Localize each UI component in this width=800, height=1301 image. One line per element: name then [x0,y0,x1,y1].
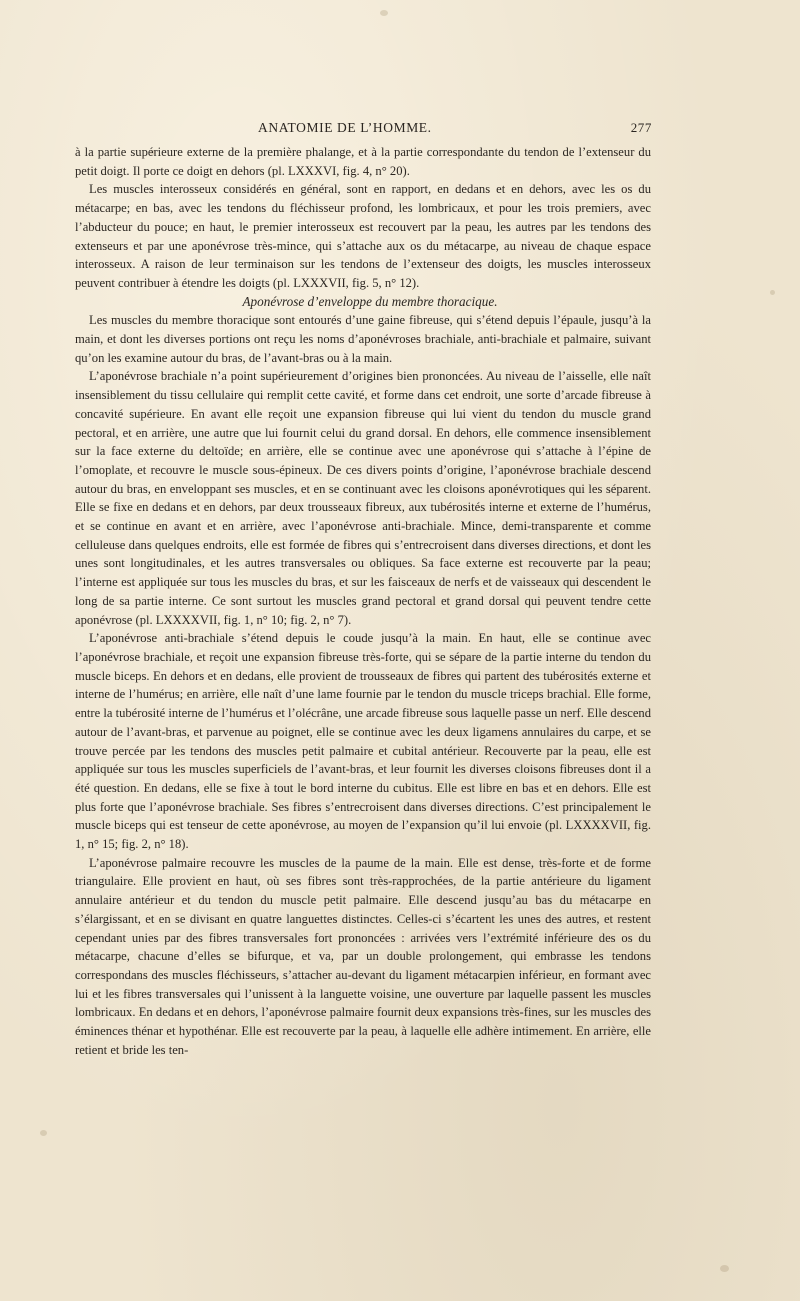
foxing-spot [720,1265,729,1272]
foxing-spot [770,290,775,295]
paragraph: Les muscles interosseux considérés en général, sont en rapport, en dedans et en dehors, avec les os du métacarpe; en bas, avec les tendons du fléchisseur profond, les lombricaux, et pour les trois premiers, avec l’abducteur du pouce; en haut, le premier interosseux est recouvert par la peau, les autres par les tendons des extenseurs et par une aponévrose très-mince, qui s’attache aux os du métacarpe, au niveau de chaque espace interosseux. A raison de leur terminaison sur les tendons de l’extenseur des doigts, les muscles interosseux peuvent contribuer à étendre les doigts (pl. LXXXVII, fig. 5, n° 12). [75,182,651,290]
running-title: ANATOMIE DE L’HOMME. [258,120,432,135]
page-number: 277 [630,120,652,135]
foxing-spot [40,1130,47,1136]
page-header [78,120,652,138]
paragraph: Les muscles du membre thoracique sont entourés d’une gaine fibreuse, qui s’étend depuis l’épaule, jusqu’à la main, et dont les diverses portions ont reçu les noms d’aponévroses brachiale, anti-brachiale et palmaire, suivant qu’on les examine autour du bras, de l’avant-bras ou à la main. [75,313,651,365]
section-title: Aponévrose d’enveloppe du membre thoracique. [242,293,498,309]
paragraph: à la partie supérieure externe de la première phalange, et à la partie correspondante du tendon de l’extenseur du petit doigt. Il porte ce doigt en dehors (pl. LXXXVI, fig. 4, n° 20). [75,145,651,178]
foxing-spot [380,10,388,16]
paragraph: L’aponévrose palmaire recouvre les muscles de la paume de la main. Elle est dense, très-forte et de forme triangulaire. Elle provient en haut, où ses fibres sont très-rapprochées, de la partie antérieure du ligament annulaire antérieur et du tendon du muscle petit palmaire. Elle descend jusqu’au bas du métacarpe en s’élargissant, et en se divisant en quatre languettes distinctes. Celles-ci s’écartent les unes des autres, et restent cependant unies par des fibres transversales fort prononcées : arrivées vers l’extrémité inférieure des os du métacarpe, chacune d’elles se bifurque, et va, par un double prolongement, qui embrasse les tendons correspondans des muscles fléchisseurs, s’attacher au-devant du ligament métacarpien inférieur, en formant avec lui et les fibres transversales qui l’unissent à la languette voisine, une ouverture par laquelle passent les muscles lombricaux. En dedans et en dehors, l’aponévrose palmaire fournit deux expansions très-fines, sur les muscles des éminences thénar et hypothénar. Elle est recouverte par la peau, à laquelle elle adhère intimement. En arrière, elle retient et bride les ten- [75,855,651,1057]
page-body [75,143,651,1059]
paragraph: L’aponévrose anti-brachiale s’étend depuis le coude jusqu’à la main. En haut, elle se continue avec l’aponévrose brachiale, et reçoit une expansion fibreuse très-forte, qui se sépare de la partie interne du tendon du muscle biceps. En dehors et en dedans, elle provient de trousseaux de fibres qui partent des tubérosités externe et interne de l’humérus; en arrière, elle naît d’une lame fournie par le tendon du muscle triceps brachial. Elle forme, entre la tubérosité interne de l’humérus et l’olécrâne, une arcade fibreuse sous laquelle passe un nerf. Elle descend autour de l’avant-bras, et parvenue au poignet, elle se continue avec les deux ligamens annulaires du carpe, et se trouve percée par les tendons des muscles petit palmaire et cubital antérieur. Recouverte par la peau, elle est appliquée sur tous les muscles superficiels de l’avant-bras, et leur fournit les diverses cloisons fibreuses dont il a été question. En dedans, elle se fixe à tout le bord interne du cubitus. Elle est libre en bas et en dehors. Elle est plus forte que l’aponévrose brachiale. Ses fibres s’entrecroisent dans diverses directions. C’est principalement le muscle biceps qui est tenseur de cette aponévrose, au moyen de l’expansion qu’il lui envoie (pl. LXXXXVII, fig. 1, n° 15; fig. 2, n° 18). [75,631,651,852]
paragraph: L’aponévrose brachiale n’a point supérieurement d’origines bien prononcées. Au niveau de l’aisselle, elle naît insensiblement du tissu cellulaire qui remplit cette cavité, et forme dans cet endroit, une sorte d’arcade fibreuse à concavité supérieure. En avant elle reçoit une expansion fibreuse qui lui vient du tendon du muscle grand pectoral, et en arrière, une autre que lui fournit celui du grand dorsal. En dehors, elle commence insensiblement sur la face externe du deltoïde; en arrière, elle se continue avec une aponévrose qui s’attache à l’épine de l’omoplate, et recouvre le muscle sous-épineux. De ces divers points d’origine, l’aponévrose brachiale descend autour du bras, en enveloppant ses muscles, et en se continuant avec les cloisons aponévrotiques qui les séparent. Elle se fixe en dedans et en dehors, par deux trousseaux fibreux, aux tubérosités interne et externe de l’humérus, et se continue en avant et en arrière, avec l’aponévrose anti-brachiale. Mince, demi-transparente et comme celluleuse dans quelques endroits, elle est formée de fibres qui s’entrecroisent dans diverses directions, et dont les unes sont longitudinales, et les autres transversales ou obliques. Sa face externe est recouverte par la peau; l’interne est appliquée sur tous les muscles du bras, et sur les faisceaux de nerfs et de vaisseaux qui descendent le long de sa partie interne. Ce sont surtout les muscles grand pectoral et grand dorsal qui peuvent tendre cette aponévrose (pl. LXXXXVII, fig. 1, n° 10; fig. 2, n° 7). [75,369,651,627]
